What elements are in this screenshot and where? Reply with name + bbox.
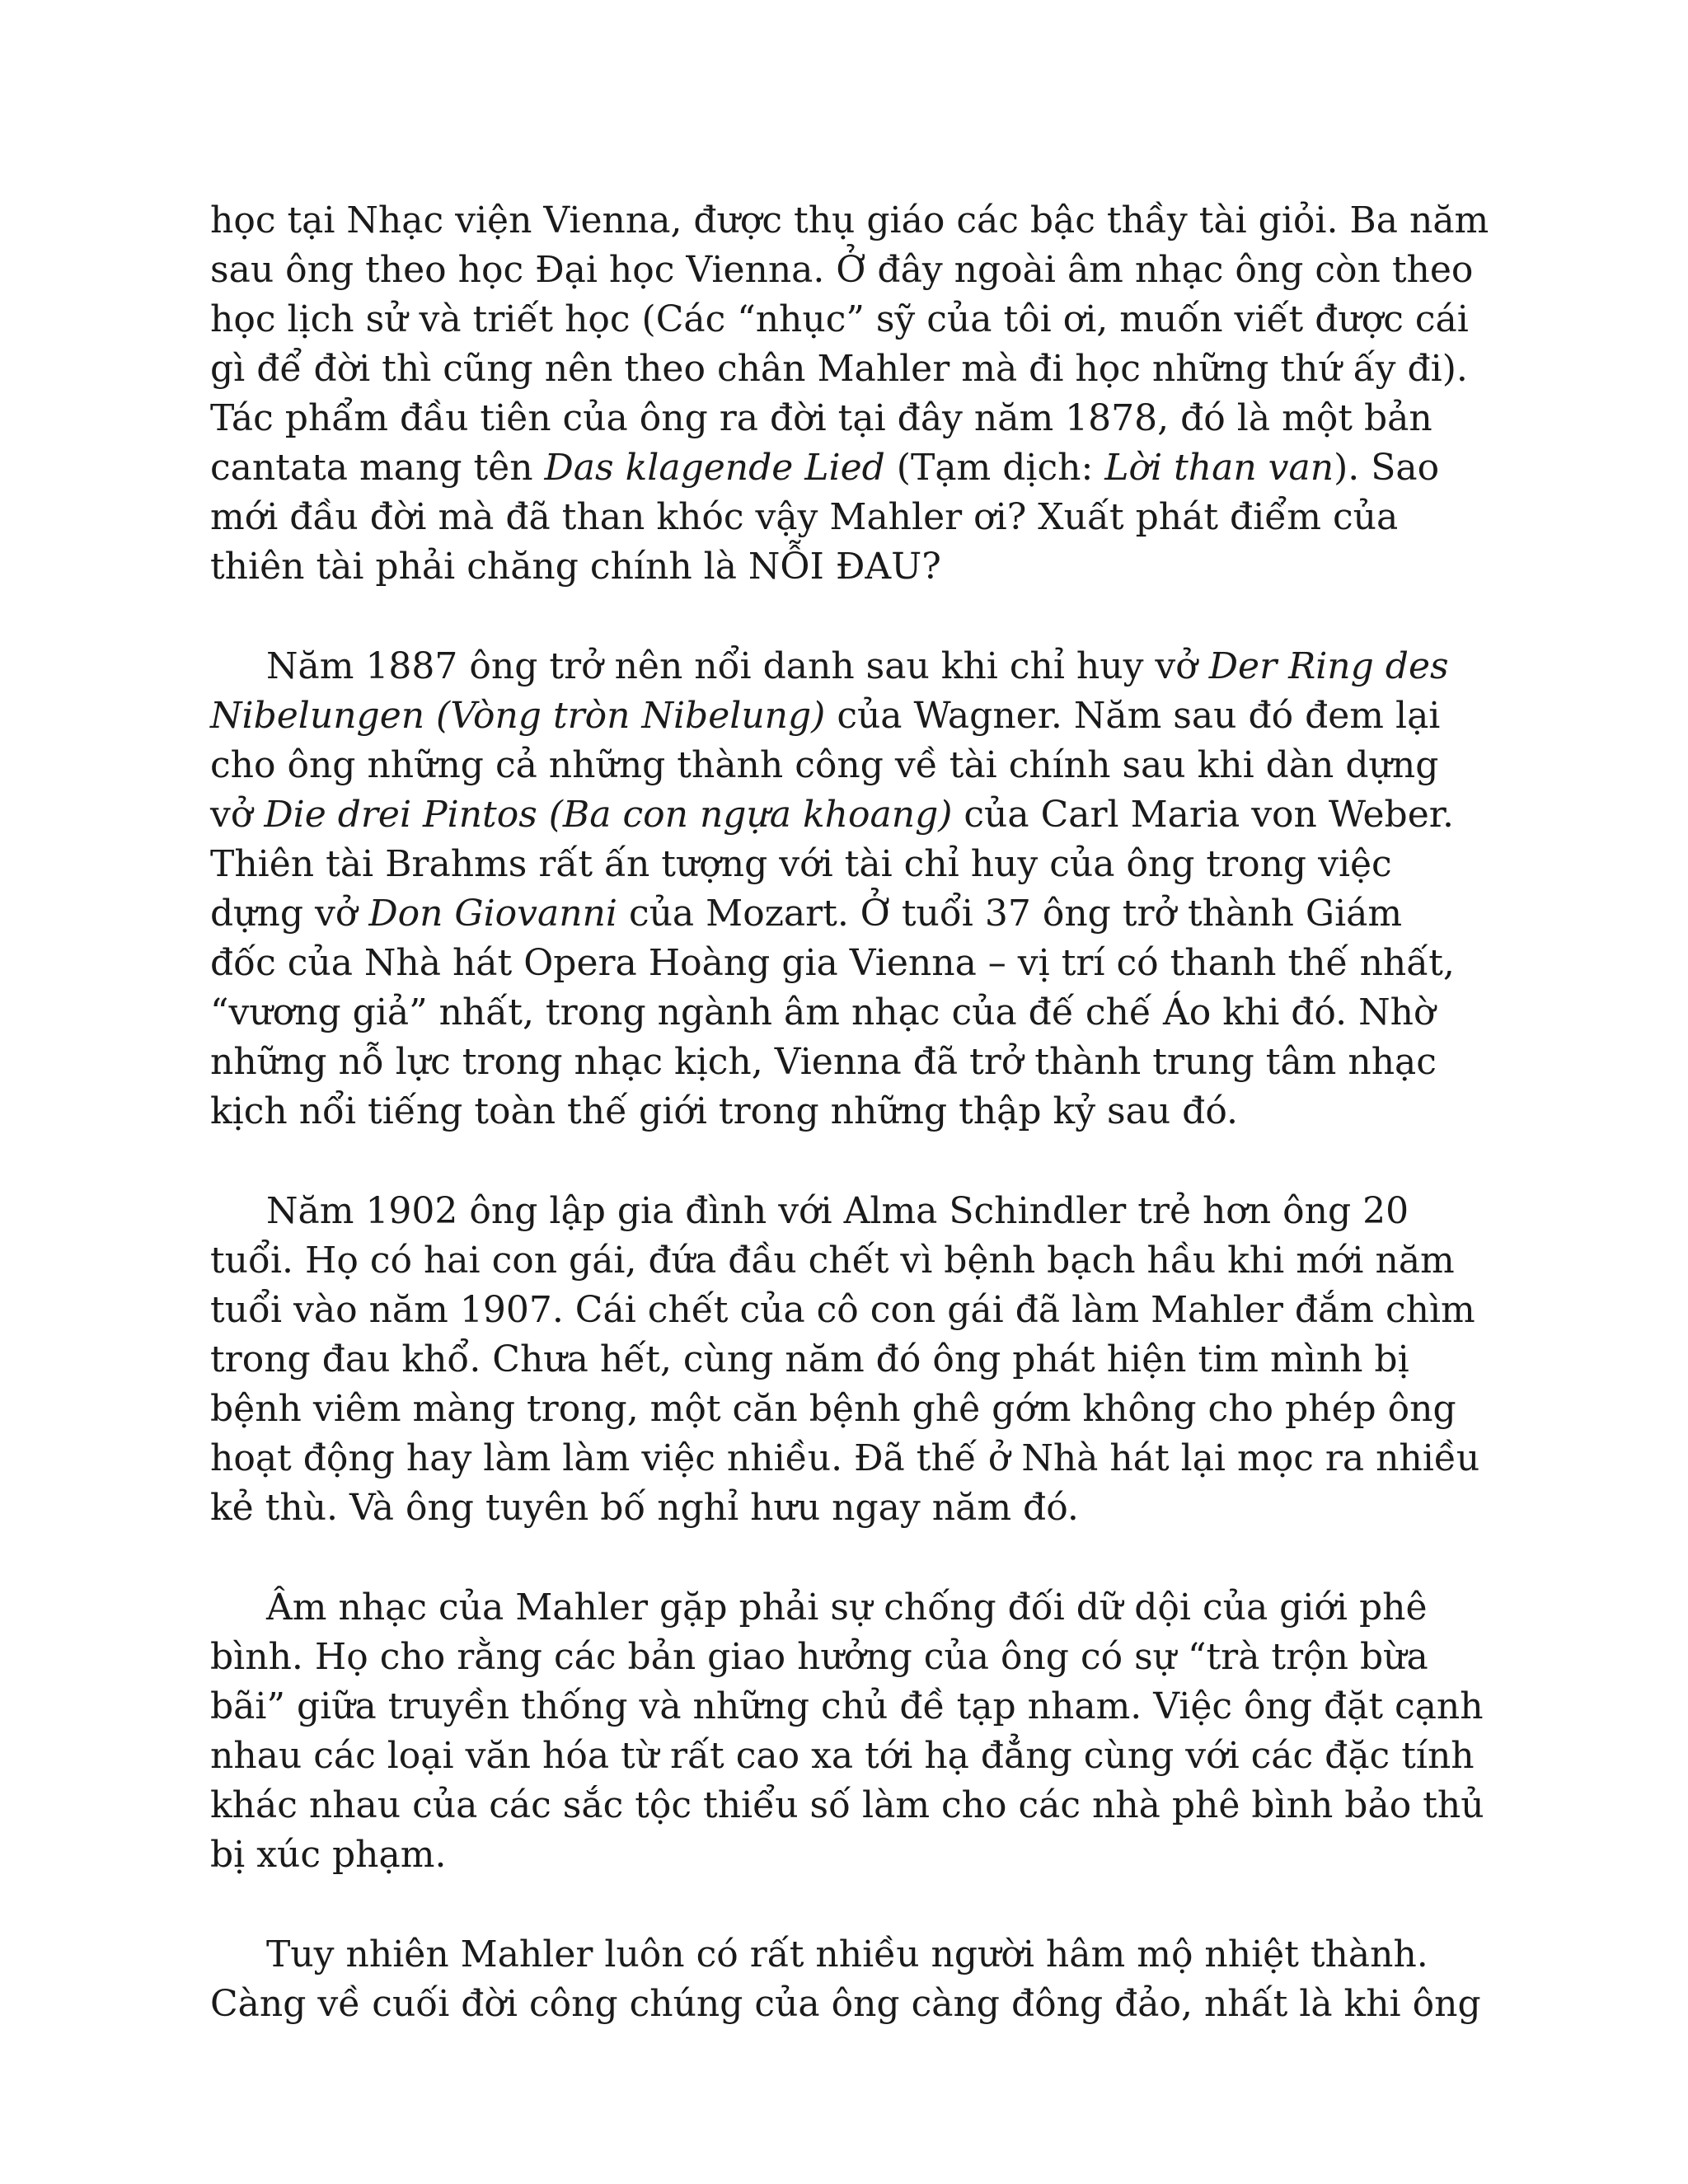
text-run: trong đau khổ. Chưa hết, cùng năm đó ông phát hiện tim mình bị bbox=[210, 1338, 1409, 1380]
text-line bbox=[210, 1781, 1496, 1830]
text-line bbox=[210, 1732, 1496, 1781]
text-run: bị xúc phạm. bbox=[210, 1834, 447, 1876]
text-run: (Tạm dịch: bbox=[884, 447, 1105, 489]
text-run: Âm nhạc của Mahler gặp phải sự chống đối dữ dội của giới phê bbox=[266, 1586, 1428, 1629]
text-run: Năm 1902 ông lập gia đình với Alma Schindler trẻ hơn ông 20 bbox=[266, 1190, 1409, 1232]
paragraph bbox=[210, 1187, 1496, 1533]
text-run: ). Sao bbox=[1334, 447, 1440, 489]
italic-title: Lời than van bbox=[1104, 447, 1334, 489]
text-line bbox=[210, 542, 1496, 592]
italic-title: Don Giovanni bbox=[368, 893, 617, 935]
text-run: cantata mang tên bbox=[210, 447, 545, 489]
text-run: Càng về cuối đời công chúng của ông càng đông đảo, nhất là khi ông bbox=[210, 1983, 1481, 2025]
text-run: nhau các loại văn hóa từ rất cao xa tới hạ đẳng cùng với các đặc tính bbox=[210, 1735, 1475, 1777]
italic-title: Der Ring des bbox=[1208, 645, 1449, 687]
text-run: gì để đời thì cũng nên theo chân Mahler mà đi học những thứ ấy đi). bbox=[210, 348, 1468, 390]
text-run: tuổi vào năm 1907. Cái chết của cô con gái đã làm Mahler đắm chìm bbox=[210, 1289, 1475, 1331]
text-line bbox=[210, 1038, 1496, 1087]
paragraph bbox=[210, 196, 1496, 592]
paragraph bbox=[210, 1583, 1496, 1880]
text-run: hoạt động hay làm làm việc nhiều. Đã thế ở Nhà hát lại mọc ra nhiều bbox=[210, 1437, 1480, 1479]
text-line bbox=[210, 1187, 1496, 1236]
text-line bbox=[210, 1087, 1496, 1137]
text-line bbox=[210, 642, 1496, 691]
text-run: của Mozart. Ở tuổi 37 ông trở thành Giám bbox=[617, 893, 1403, 935]
italic-title: Nibelungen (Vòng tròn Nibelung) bbox=[210, 695, 826, 737]
body-text bbox=[210, 196, 1496, 2079]
text-run: cho ông những cả những thành công về tài chính sau khi dàn dựng bbox=[210, 744, 1439, 786]
text-run: mới đầu đời mà đã than khóc vậy Mahler ơi? Xuất phát điểm của bbox=[210, 496, 1399, 538]
text-run: của Wagner. Năm sau đó đem lại bbox=[825, 695, 1441, 737]
text-line bbox=[210, 741, 1496, 790]
text-run: Tuy nhiên Mahler luôn có rất nhiều người hâm mộ nhiệt thành. bbox=[266, 1933, 1428, 1975]
text-run: bình. Họ cho rằng các bản giao hưởng của ông có sự “trà trộn bừa bbox=[210, 1636, 1428, 1678]
italic-title: Das klagende Lied bbox=[544, 447, 885, 489]
text-run: “vương giả” nhất, trong ngành âm nhạc của đế chế Áo khi đó. Nhờ bbox=[210, 991, 1436, 1033]
text-line bbox=[210, 939, 1496, 988]
text-run: của Carl Maria von Weber. bbox=[952, 794, 1454, 836]
text-line bbox=[210, 1335, 1496, 1385]
text-line bbox=[210, 1930, 1496, 1980]
text-line bbox=[210, 1633, 1496, 1682]
italic-title: Die drei Pintos (Ba con ngựa khoang) bbox=[264, 794, 953, 836]
text-line bbox=[210, 443, 1496, 493]
text-line bbox=[210, 1682, 1496, 1732]
text-line bbox=[210, 1830, 1496, 1880]
text-line bbox=[210, 840, 1496, 889]
text-line bbox=[210, 988, 1496, 1038]
text-line bbox=[210, 246, 1496, 295]
text-run: thiên tài phải chăng chính là NỖI ĐAU? bbox=[210, 546, 941, 588]
paragraph bbox=[210, 1930, 1496, 2029]
text-run: kịch nổi tiếng toàn thế giới trong những thập kỷ sau đó. bbox=[210, 1090, 1239, 1132]
text-line bbox=[210, 1483, 1496, 1533]
text-run: bãi” giữa truyền thống và những chủ đề tạp nham. Việc ông đặt cạnh bbox=[210, 1685, 1484, 1727]
text-run: Tác phẩm đầu tiên của ông ra đời tại đây năm 1878, đó là một bản bbox=[210, 397, 1432, 439]
text-line bbox=[210, 295, 1496, 344]
text-run: khác nhau của các sắc tộc thiểu số làm cho các nhà phê bình bảo thủ bbox=[210, 1784, 1484, 1826]
text-line bbox=[210, 344, 1496, 394]
text-run: Thiên tài Brahms rất ấn tượng với tài chỉ huy của ông trong việc bbox=[210, 843, 1392, 885]
text-line bbox=[210, 1434, 1496, 1483]
text-line bbox=[210, 889, 1496, 939]
text-run: bệnh viêm màng trong, một căn bệnh ghê gớm không cho phép ông bbox=[210, 1388, 1456, 1430]
text-run: Năm 1887 ông trở nên nổi danh sau khi chỉ huy vở bbox=[266, 645, 1209, 687]
text-run: đốc của Nhà hát Opera Hoàng gia Vienna – vị trí có thanh thế nhất, bbox=[210, 942, 1455, 984]
text-line bbox=[210, 691, 1496, 741]
text-line bbox=[210, 1385, 1496, 1434]
text-line bbox=[210, 394, 1496, 443]
text-run: học lịch sử và triết học (Các “nhục” sỹ của tôi ơi, muốn viết được cái bbox=[210, 298, 1469, 340]
text-line bbox=[210, 1583, 1496, 1633]
text-run: sau ông theo học Đại học Vienna. Ở đây ngoài âm nhạc ông còn theo bbox=[210, 249, 1474, 291]
paragraph bbox=[210, 642, 1496, 1137]
text-line bbox=[210, 196, 1496, 246]
text-run: học tại Nhạc viện Vienna, được thụ giáo các bậc thầy tài giỏi. Ba năm bbox=[210, 199, 1489, 241]
text-line bbox=[210, 1980, 1496, 2029]
text-run: dựng vở bbox=[210, 893, 369, 935]
text-run: tuổi. Họ có hai con gái, đứa đầu chết vì bệnh bạch hầu khi mới năm bbox=[210, 1240, 1455, 1282]
text-run: kẻ thù. Và ông tuyên bố nghỉ hưu ngay năm đó. bbox=[210, 1487, 1079, 1529]
text-line bbox=[210, 1286, 1496, 1335]
text-line bbox=[210, 493, 1496, 542]
text-line bbox=[210, 790, 1496, 840]
text-run: vở bbox=[210, 794, 265, 836]
text-line bbox=[210, 1236, 1496, 1286]
text-run: những nỗ lực trong nhạc kịch, Vienna đã trở thành trung tâm nhạc bbox=[210, 1041, 1437, 1083]
